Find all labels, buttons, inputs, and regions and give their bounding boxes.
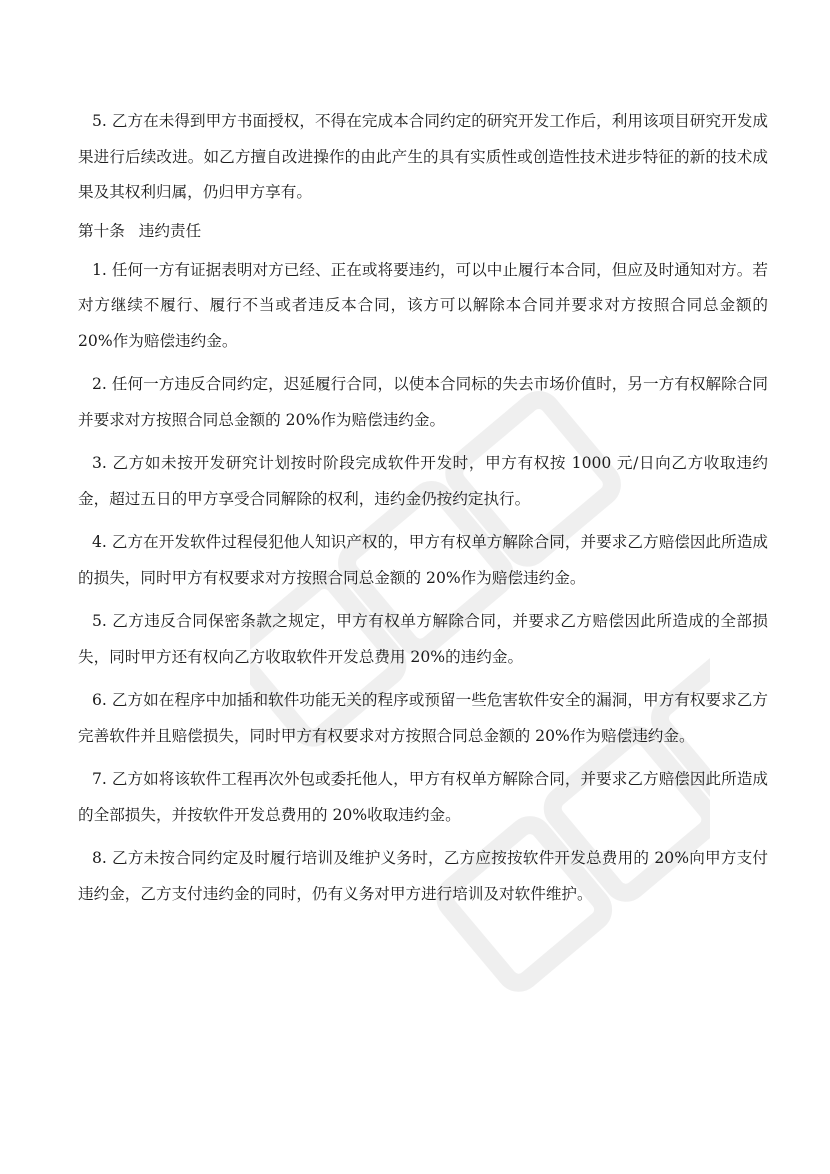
article-number: 第十条 <box>78 221 125 240</box>
clause-paragraph-4: 4. 乙方在开发软件过程侵犯他人知识产权的，甲方有权单方解除合同，并要求乙方赔偿因此所造成的损失，同时甲方有权要求对方按照合同总金额的 20%作为赔偿违约金。 <box>78 533 768 587</box>
article-title: 违约责任 <box>138 221 202 240</box>
article-heading <box>78 215 768 247</box>
clause-paragraph-2: 2. 任何一方违反合同约定，迟延履行合同，以使本合同标的失去市场价值时，另一方有权解除合同并要求对方按照合同总金额的 20%作为赔偿违约金。 <box>78 375 768 429</box>
clause-paragraph-intro: 5. 乙方在未得到甲方书面授权，不得在完成本合同约定的研究开发工作后，利用该项目研究开发成果进行后续改进。如乙方擅自改进操作的由此产生的具有实质性或创造性技术进步特征的新的技术成果及其权利归属，仍归甲方享有。 <box>78 112 768 201</box>
clause-paragraph-6: 6. 乙方如在程序中加插和软件功能无关的程序或预留一些危害软件安全的漏洞，甲方有权要求乙方完善软件并且赔偿损失，同时甲方有权要求对方按照合同总金额的 20%作为赔偿违约金。 <box>78 691 768 745</box>
contract-body <box>78 104 768 912</box>
clause-paragraph-3: 3. 乙方如未按开发研究计划按时阶段完成软件开发时，甲方有权按 1000 元/日向乙方收取违约金，超过五日的甲方享受合同解除的权利，违约金仍按约定执行。 <box>78 454 768 508</box>
clause-paragraph-5: 5. 乙方违反合同保密条款之规定，甲方有权单方解除合同，并要求乙方赔偿因此所造成的全部损失，同时甲方还有权向乙方收取软件开发总费用 20%的违约金。 <box>78 612 768 666</box>
clause-paragraph-8: 8. 乙方未按合同约定及时履行培训及维护义务时，乙方应按按软件开发总费用的 20%向甲方支付违约金，乙方支付违约金的同时，仍有义务对甲方进行培训及对软件维护。 <box>78 849 768 903</box>
clause-paragraph-7: 7. 乙方如将该软件工程再次外包或委托他人，甲方有权单方解除合同，并要求乙方赔偿因此所造成的全部损失，并按软件开发总费用的 20%收取违约金。 <box>78 770 768 824</box>
clause-paragraph-1: 1. 任何一方有证据表明对方已经、正在或将要违约，可以中止履行本合同，但应及时通知对方。若对方继续不履行、履行不当或者违反本合同，该方可以解除本合同并要求对方按照合同总金额的 20%作为赔偿违约金。 <box>78 260 768 350</box>
